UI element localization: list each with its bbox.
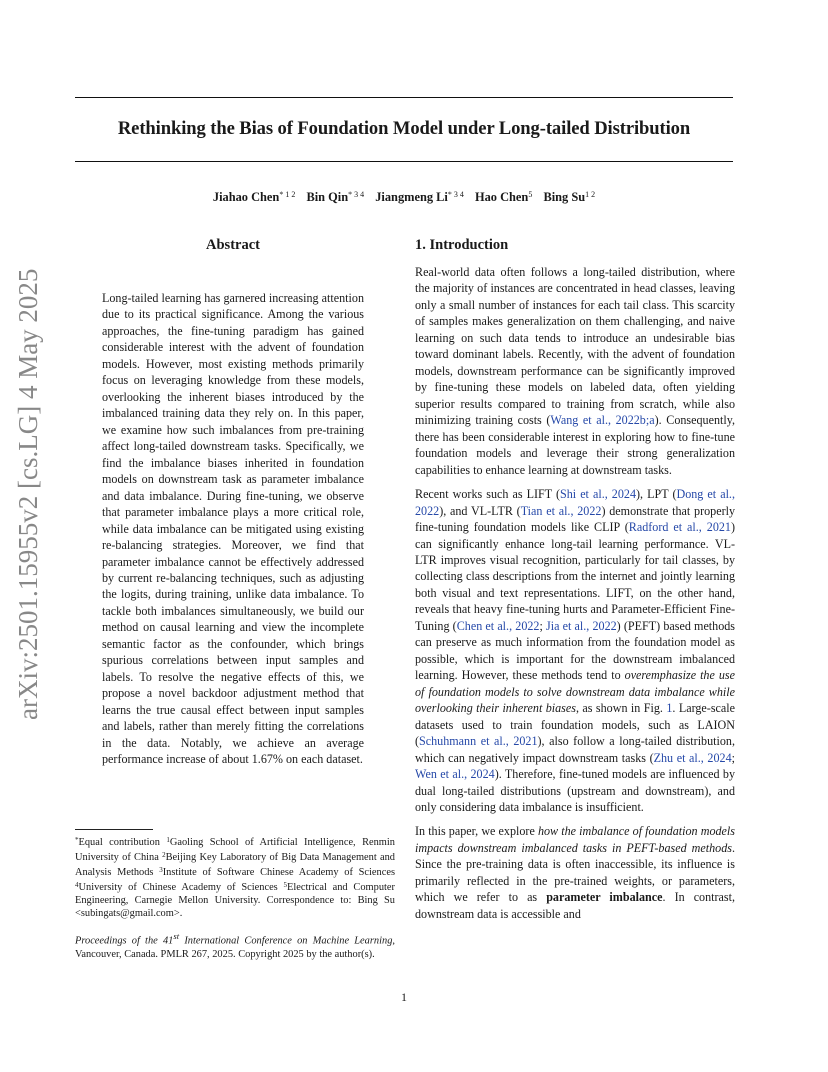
author [306,190,364,204]
author-affiliation-marks: 1 2 [585,190,596,199]
author [375,190,464,204]
paragraph: Real-world data often follows a long-tailed distribution, where the majority of instances are concentrated in head classes, leaving only a small number of instances for each tail class. This scarcity of samples makes generalization on them challenging, and naive learning on such data tends to introduce an undesirable bias toward dominant labels. Recently, with the advent of foundation models, downstream performance can be significantly improved by fine-tuning these models on labeled data, often yielding superior results compared to training from scratch, while also minimizing training costs (Wang et al., 2022b;a). Consequently, there has been considerable interest in exploring how to fine-tune foundation models and leverage their strong generalization capabilities to enhance learning at downstream tasks. [415,265,735,477]
citation-link[interactable]: Shi et al., 2024 [560,487,636,502]
paragraph: Recent works such as LIFT (Shi et al., 2024), LPT (Dong et al., 2022), and VL-LTR (Tian et al., 2022) demonstrate that properly fine-tuning foundation models like CLIP (Radford et al., 2021) can significantly enhance long-tail learning performance. VL-LTR improves visual recognition, particularly for tail classes, by collecting class descriptions from the internet and jointly learning both visual and text representations. LIFT, on the other hand, reveals that heavy fine-tuning hurts and Parameter-Efficient Fine-Tuning (Chen et al., 2022; Jia et al., 2022) (PEFT) based methods can preserve as much information from the foundation model as possible, which is important for the downstream imbalanced learning. However, these methods tend to overemphasize the use of foundation models to solve downstream data imbalance while overlooking their inherent biases, as shown in Fig. 1. Large-scale datasets used to train foundation models, such as LAION (Schuhmann et al., 2021), also follow a long-tailed distribution, which can negatively impact downstream tasks (Zhu et al., 2024; Wen et al., 2024). Therefore, fine-tuned models are influenced by dual long-tailed distributions (upstream and downstream), and only considering data imbalance is insufficient. [415,487,736,814]
arxiv-identifier-stamp: arXiv:2501.15955v2 [cs.LG] 4 May 2025 [13,268,43,720]
author-name: Jiangmeng Li [375,190,448,204]
author-name: Jiahao Chen [212,190,280,204]
author [475,190,532,204]
affiliation-footnote: *Equal contribution $^1$Gaoling School of Artificial Intelligence, Renmin University of China $^2$Beijing Key Laboratory of Big Data Management and Analysis Methods $^3$Institute of Software Chinese Academy of Sciences $^4$University of Chinese Academy of Sciences $^5$Electrical and Computer Engineering, Carnegie Mellon University. Correspondence to: Bing Su <subingats@gmail.com>. [75,836,396,920]
title-bottom-rule [75,161,733,162]
author-affiliation-marks: 5 [528,190,533,199]
author-affiliation-marks: * 1 2 [279,190,296,199]
author-name: Bin Qin [306,190,349,204]
author-affiliation-marks: * 3 4 [348,190,365,199]
footnote-rule [75,829,153,830]
abstract-heading: Abstract [206,237,260,253]
proceedings-notice: Proceedings of the 41st International Conference on Machine Learning, Vancouver, Canada. PMLR 267, 2025. Copyright 2025 by the author(s). [75,931,395,960]
paragraph: In this paper, we explore how the imbalance of foundation models impacts downstream imbalanced tasks in PEFT-based methods. Since the pre-training data is often inaccessible, its influence is primarily reflected in the pre-trained weights, or parameters, which we refer to as parameter imbalance. In contrast, downstream data is accessible and [415,824,735,921]
citation-link[interactable]: Jia et al., 2022 [546,618,617,633]
introduction-body [415,264,735,930]
citation-link[interactable]: Dong et al., 2022 [415,487,735,518]
citation-link[interactable]: Schuhmann et al., 2021 [419,734,538,749]
citation-link[interactable]: Chen et al., 2022 [456,618,540,633]
abstract-body: Long-tailed learning has garnered increasing attention due to its practical significance. Among the various approaches, the fine-tuning paradigm has gained considerable interest with the advent of foundation models. However, most existing methods primarily focus on leveraging knowledge from these models, overlooking the inherent biases introduced by the imbalanced training data they rely on. In this paper, we examine how such imbalances from pre-training affect long-tailed downstream tasks. Specifically, we find the imbalance biases inherited in foundation models on downstream task as parameter imbalance and data imbalance. During fine-tuning, we observe that parameter imbalance plays a more critical role, while data imbalance can be mitigated using existing re-balancing strategies. Moreover, we find that parameter imbalance cannot be effectively addressed by current re-balancing techniques, such as adjusting the logits, during training, unlike data imbalance. To tackle both imbalances simultaneously, we build our method on causal learning and view the incomplete semantic factor as the confounder, which brings spurious correlations between input samples and labels. To resolve the negative effects of this, we propose a novel backdoor adjustment method that learns the true causal effect between input samples and labels, rather than merely fitting the correlations in the data. Notably, we achieve an average performance increase of about 1.67% on each dataset. [102,291,364,767]
author-list [75,190,733,205]
section-heading-introduction: 1. Introduction [415,237,509,253]
author [543,190,595,204]
author-name: Hao Chen [474,190,529,204]
page-number: 1 [401,990,407,1004]
citation-link[interactable]: Tian et al., 2022 [520,503,602,518]
citation-link[interactable]: Radford et al., 2021 [628,520,731,535]
author-affiliation-marks: * 3 4 [447,190,464,199]
citation-link[interactable]: Zhu et al., 2024 [653,750,732,765]
figure-reference-link[interactable]: 1 [666,701,673,716]
author [213,190,295,204]
top-rule [75,97,733,98]
author-name: Bing Su [543,190,586,204]
paper-title: Rethinking the Bias of Foundation Model under Long-tailed Distribution [117,118,691,139]
citation-link[interactable]: Wen et al., 2024 [415,767,495,782]
citation-link[interactable]: Wang et al., 2022b;a [550,413,655,428]
